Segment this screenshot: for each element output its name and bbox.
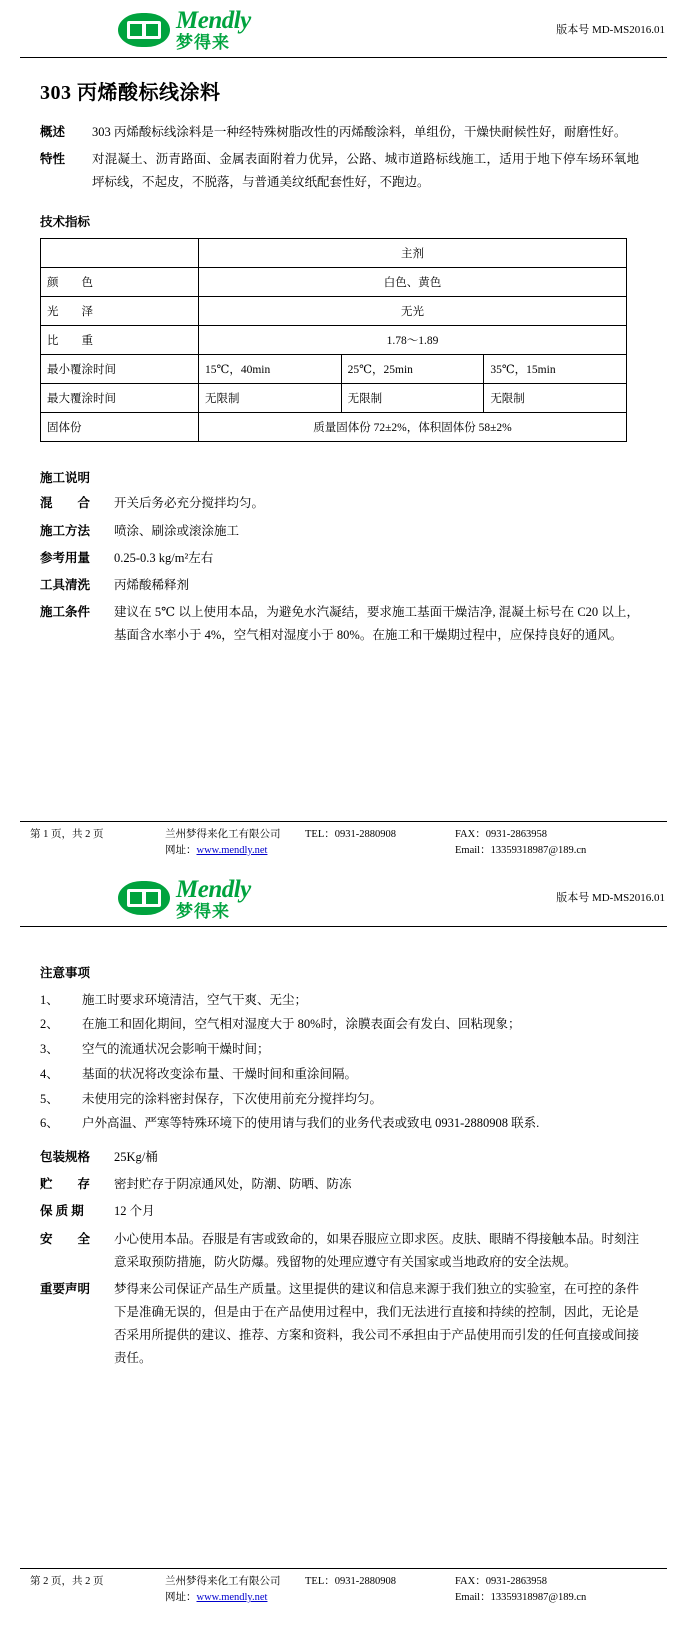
overview-label: 概述 bbox=[40, 125, 66, 139]
footer-divider-2 bbox=[20, 1568, 667, 1569]
list-item-text: 在施工和固化期间，空气相对湿度大于 80%时，涂膜表面会有发白、回粘现象； bbox=[82, 1017, 521, 1032]
footer-fax: FAX：0931-2863958 bbox=[455, 829, 547, 841]
row-label: 固体份 bbox=[41, 413, 199, 442]
list-item-text: 户外高温、严寒等特殊环境下的使用请与我们的业务代表或致电 0931-2880908 联系. bbox=[82, 1116, 540, 1131]
construction-label: 施工方法 bbox=[40, 523, 91, 538]
row-value: 35℃，15min bbox=[484, 355, 627, 384]
footer-web-link[interactable]: www.mendly.net bbox=[196, 844, 268, 856]
construction-text: 喷涂、刷涂或滚涂施工 bbox=[114, 523, 240, 538]
row-value: 质量固体份 72±2%，体积固体份 58±2% bbox=[199, 413, 627, 442]
list-item bbox=[0, 1063, 687, 1087]
footer-web bbox=[165, 843, 305, 859]
detail-text: 12 个月 bbox=[114, 1204, 155, 1219]
footer-company-block bbox=[165, 1574, 657, 1606]
footer-line-2 bbox=[165, 1590, 657, 1606]
list-item bbox=[0, 1088, 687, 1112]
table-header-blank bbox=[41, 239, 199, 268]
footer-web-label: 网址： bbox=[165, 844, 197, 856]
logo-text-cn: 梦得来 bbox=[176, 33, 230, 52]
list-item-index: 3、 bbox=[40, 1042, 59, 1057]
footer-line-1 bbox=[165, 827, 657, 843]
row-value: 无限制 bbox=[341, 384, 484, 413]
list-item-index: 5、 bbox=[40, 1091, 59, 1106]
page1-bottom-space bbox=[0, 651, 687, 801]
row-label: 最大覆涂时间 bbox=[41, 384, 199, 413]
detail-text: 梦得来公司保证产品生产质量。这里提供的建议和信息来源于我们独立的实验室，在可控的条件下是准确无误的，但是由于在产品使用过程中，我们无法进行直接和持续的控制，因此，无论是否采用所提供的建议、推荐、方案和资料，我公司不承担由于产品使用而引发的任何直接或间接责任。 bbox=[114, 1281, 640, 1366]
logo-text-en: Mendly bbox=[176, 7, 251, 34]
row-value: 1.78～1.89 bbox=[199, 326, 627, 355]
detail-text: 小心使用本品。吞服是有害或致命的，如果吞服应立即求医。皮肤、眼睛不得接触本品。时刻注意采取预防措施，防火防爆。残留物的处理应遵守有关国家或当地政府的安全法规。 bbox=[114, 1231, 640, 1269]
list-item bbox=[0, 1013, 687, 1037]
footer-divider bbox=[20, 821, 667, 822]
details-section bbox=[0, 1146, 687, 1370]
notice-list bbox=[0, 989, 687, 1137]
detail-text: 密封贮存于阴凉通风处，防潮、防晒、防冻 bbox=[114, 1177, 352, 1192]
features-label: 特性 bbox=[40, 152, 66, 167]
list-item-index: 4、 bbox=[40, 1066, 59, 1081]
list-item-text: 施工时要求环境清洁，空气干爽、无尘； bbox=[82, 992, 308, 1007]
detail-label: 贮 存 bbox=[40, 1177, 91, 1192]
list-item-text: 基面的状况将改变涂布量、干燥时间和重涂间隔。 bbox=[82, 1066, 358, 1081]
page2-bottom-space bbox=[0, 1374, 687, 1524]
list-item-index: 6、 bbox=[40, 1116, 59, 1131]
footer-line-1 bbox=[165, 1574, 657, 1590]
row-value: 白色、黄色 bbox=[199, 268, 627, 297]
footer-content bbox=[20, 827, 667, 869]
footer-company-block bbox=[165, 827, 657, 859]
page-title: 303 丙烯酸标线涂料 bbox=[40, 82, 221, 104]
version-number-2: 版本号 MD-MS2016.01 bbox=[556, 892, 665, 905]
logo-text-cn: 梦得来 bbox=[176, 901, 230, 921]
table-row bbox=[41, 268, 627, 297]
list-item-index: 2、 bbox=[40, 1017, 59, 1032]
construction-row bbox=[40, 547, 639, 570]
row-value: 无光 bbox=[199, 297, 627, 326]
footer-web bbox=[165, 1590, 305, 1606]
row-value: 无限制 bbox=[199, 384, 342, 413]
overview-section bbox=[0, 121, 687, 194]
overview-row bbox=[40, 121, 639, 144]
footer-tel: TEL：0931-2880908 bbox=[305, 829, 396, 841]
table-row bbox=[41, 326, 627, 355]
footer-spacer bbox=[305, 1590, 455, 1606]
construction-label: 混 合 bbox=[40, 496, 91, 511]
detail-label: 包装规格 bbox=[40, 1150, 91, 1165]
logo-text bbox=[176, 8, 251, 51]
construction-label: 工具清洗 bbox=[40, 577, 91, 592]
footer-line-2 bbox=[165, 843, 657, 859]
row-label: 比 重 bbox=[41, 326, 199, 355]
row-label: 最小覆涂时间 bbox=[41, 355, 199, 384]
footer-web-link[interactable]: www.mendly.net bbox=[196, 1592, 268, 1603]
table-row bbox=[41, 297, 627, 326]
construction-row bbox=[40, 574, 639, 597]
footer-email: Email：13359318987@189.cn bbox=[455, 844, 587, 856]
construction-text: 建议在 5℃ 以上使用本品，为避免水汽凝结，要求施工基面干燥洁净, 混凝土标号在 C20 以上，基面含水率小于 4%，空气相对湿度小于 80%。在施工和干燥期过程中，应保持良好的通风。 bbox=[114, 604, 639, 642]
detail-label: 安 全 bbox=[40, 1231, 91, 1246]
detail-text: 25Kg/桶 bbox=[114, 1150, 158, 1165]
footer-content-2 bbox=[20, 1574, 667, 1616]
footer-web-label: 网址： bbox=[165, 1592, 197, 1603]
logo-emblem-icon bbox=[118, 13, 170, 47]
spec-table-wrap bbox=[0, 238, 687, 442]
row-value: 15℃，40min bbox=[199, 355, 342, 384]
features-text: 对混凝土、沥青路面、金属表面附着力优异，公路、城市道路标线施工，适用于地下停车场环氧地坪标线，不起皮，不脱落，与普通美纹纸配套性好，不跑边。 bbox=[92, 152, 639, 190]
features-row bbox=[40, 148, 639, 194]
footer-fax: FAX：0931-2863958 bbox=[455, 1576, 547, 1588]
list-item-text: 未使用完的涂料密封保存，下次使用前充分搅拌均匀。 bbox=[82, 1091, 383, 1106]
document-page-2 bbox=[0, 869, 687, 1616]
detail-label: 重要声明 bbox=[40, 1281, 91, 1296]
version-number: 版本号 MD-MS2016.01 bbox=[556, 23, 665, 36]
header-divider bbox=[20, 57, 667, 58]
list-item bbox=[0, 1038, 687, 1062]
list-item bbox=[0, 989, 687, 1013]
construction-row bbox=[40, 601, 639, 647]
row-value: 25℃，25min bbox=[341, 355, 484, 384]
page-footer bbox=[0, 821, 687, 869]
list-item-text: 空气的流通状况会影响干燥时间； bbox=[82, 1042, 270, 1057]
page-header bbox=[0, 0, 687, 55]
company-logo bbox=[118, 8, 251, 51]
construction-text: 丙烯酸稀释剂 bbox=[114, 577, 190, 592]
notice-heading: 注意事项 bbox=[40, 965, 91, 980]
footer-spacer bbox=[305, 843, 455, 859]
company-logo-2 bbox=[118, 877, 251, 920]
page-header-2 bbox=[0, 869, 687, 924]
header-divider-2 bbox=[20, 926, 667, 927]
footer-company-name: 兰州梦得来化工有限公司 bbox=[165, 1576, 281, 1588]
detail-row bbox=[40, 1200, 639, 1223]
construction-section bbox=[0, 492, 687, 647]
construction-row bbox=[40, 520, 639, 543]
construction-text: 开关后务必充分搅拌均匀。 bbox=[114, 496, 265, 511]
table-row bbox=[41, 355, 627, 384]
detail-row bbox=[40, 1228, 639, 1274]
construction-heading: 施工说明 bbox=[40, 471, 91, 486]
detail-label: 保 质 期 bbox=[40, 1204, 84, 1219]
row-label: 颜 色 bbox=[41, 268, 199, 297]
construction-text: 0.25-0.3 kg/m²左右 bbox=[114, 550, 214, 565]
logo-text bbox=[176, 877, 251, 920]
footer-company-name: 兰州梦得来化工有限公司 bbox=[165, 829, 281, 841]
list-item-index: 1、 bbox=[40, 992, 59, 1007]
table-header-row bbox=[41, 239, 627, 268]
table-row bbox=[41, 413, 627, 442]
footer-page-number: 第 2 页，共 2 页 bbox=[30, 1576, 104, 1588]
table-row bbox=[41, 384, 627, 413]
construction-label: 参考用量 bbox=[40, 550, 91, 565]
construction-label: 施工条件 bbox=[40, 604, 91, 619]
page2-bottom-space-2 bbox=[0, 1524, 687, 1548]
table-header-main: 主剂 bbox=[199, 239, 627, 268]
detail-row bbox=[40, 1173, 639, 1196]
spec-heading: 技术指标 bbox=[40, 215, 91, 230]
spec-table bbox=[40, 238, 627, 442]
construction-row bbox=[40, 492, 639, 515]
page-footer-2 bbox=[0, 1568, 687, 1616]
footer-tel: TEL：0931-2880908 bbox=[305, 1576, 396, 1588]
logo-text-en: Mendly bbox=[176, 875, 251, 903]
row-label: 光 泽 bbox=[41, 297, 199, 326]
list-item bbox=[0, 1112, 687, 1136]
overview-text: 303 丙烯酸标线涂料是一种经特殊树脂改性的丙烯酸涂料，单组份，干燥快耐候性好，耐磨性好。 bbox=[92, 125, 627, 139]
footer-email: Email：13359318987@189.cn bbox=[455, 1592, 587, 1603]
detail-row bbox=[40, 1146, 639, 1169]
detail-row bbox=[40, 1278, 639, 1371]
footer-page-number: 第 1 页，共 2 页 bbox=[30, 829, 104, 841]
row-value: 无限制 bbox=[484, 384, 627, 413]
logo-emblem-icon bbox=[118, 881, 170, 915]
